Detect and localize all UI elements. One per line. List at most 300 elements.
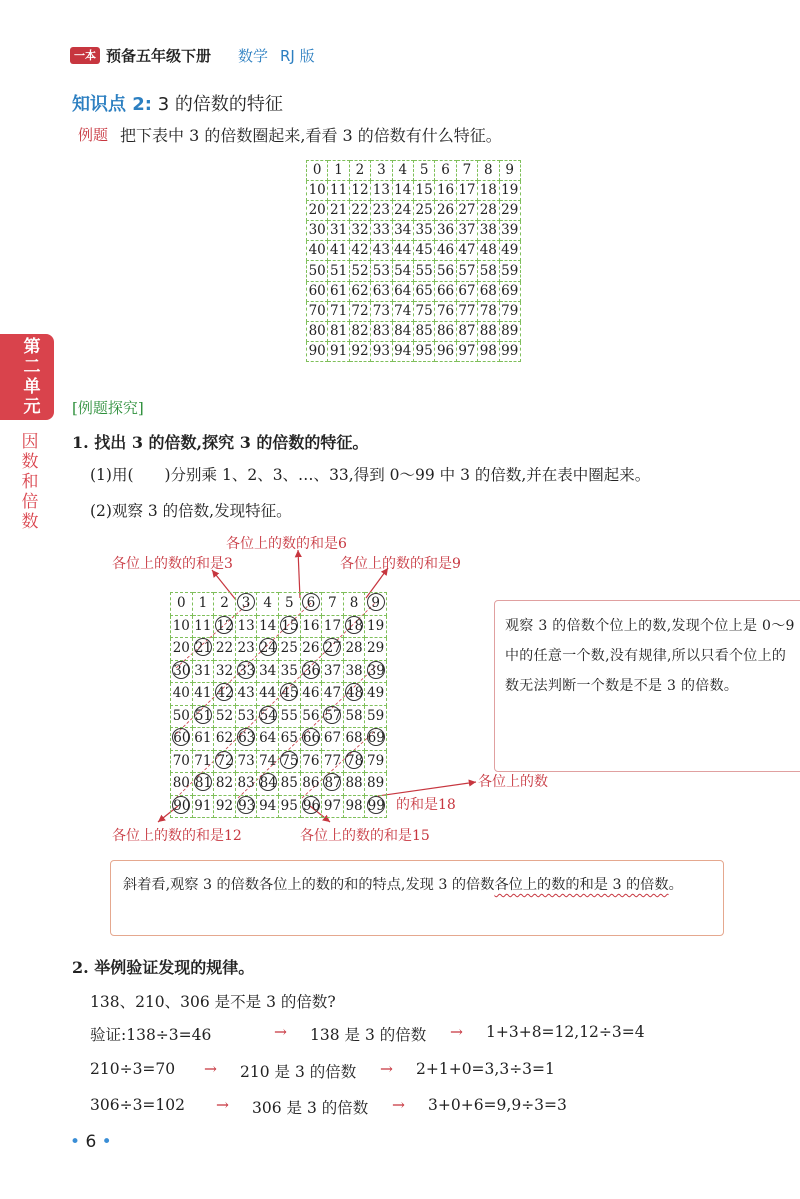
circled-number: 3 bbox=[237, 593, 255, 611]
unit-char: 第 bbox=[23, 337, 41, 357]
table-cell: 56 bbox=[300, 705, 322, 728]
topic-char: 数 bbox=[21, 452, 39, 472]
table-cell: 63 bbox=[371, 281, 392, 301]
right-arrow-icon: → bbox=[274, 1023, 287, 1041]
circled-number: 93 bbox=[238, 797, 256, 814]
table-cell: 82 bbox=[349, 321, 370, 341]
table-cell bbox=[365, 593, 387, 616]
table-cell: 5 bbox=[278, 593, 300, 616]
table-cell bbox=[257, 773, 279, 796]
table-cell: 86 bbox=[300, 773, 322, 796]
table-cell: 91 bbox=[192, 795, 214, 818]
table-cell: 83 bbox=[371, 321, 392, 341]
table-cell: 16 bbox=[300, 615, 322, 638]
page-number bbox=[70, 1132, 112, 1152]
table-cell: 0 bbox=[307, 161, 328, 181]
table-cell: 64 bbox=[392, 281, 413, 301]
table-row bbox=[171, 750, 387, 773]
table-cell: 35 bbox=[413, 221, 434, 241]
table-cell: 45 bbox=[413, 241, 434, 261]
circled-number: 69 bbox=[367, 730, 385, 747]
example-tag: 例题 bbox=[78, 126, 109, 144]
circled-number: 57 bbox=[324, 707, 342, 724]
table-cell: 62 bbox=[214, 728, 236, 751]
table-cell: 95 bbox=[413, 341, 434, 361]
table-cell bbox=[257, 705, 279, 728]
table-cell: 12 bbox=[349, 181, 370, 201]
table-cell: 24 bbox=[392, 201, 413, 221]
table-cell: 14 bbox=[392, 181, 413, 201]
table-cell: 83 bbox=[235, 773, 257, 796]
table-cell: 56 bbox=[435, 261, 456, 281]
table-cell: 97 bbox=[456, 341, 477, 361]
table-cell: 36 bbox=[435, 221, 456, 241]
table-cell: 13 bbox=[371, 181, 392, 201]
table-cell bbox=[192, 705, 214, 728]
table-cell: 1 bbox=[192, 593, 214, 616]
table-cell: 58 bbox=[478, 261, 499, 281]
table-cell: 10 bbox=[307, 181, 328, 201]
unit-char: 元 bbox=[23, 397, 41, 417]
table-cell: 34 bbox=[257, 660, 279, 683]
table-cell bbox=[322, 773, 344, 796]
circled-number: 63 bbox=[238, 730, 256, 747]
table-cell: 46 bbox=[435, 241, 456, 261]
table-cell: 76 bbox=[435, 301, 456, 321]
table-cell: 80 bbox=[307, 321, 328, 341]
table-cell: 14 bbox=[257, 615, 279, 638]
arrow-to-sum-18 bbox=[378, 782, 476, 796]
table-cell: 53 bbox=[235, 705, 257, 728]
annotation-sum-18-line2: 的和是18 bbox=[396, 797, 456, 813]
table-cell: 21 bbox=[328, 201, 349, 221]
table-cell: 91 bbox=[328, 341, 349, 361]
circled-number: 36 bbox=[302, 662, 321, 679]
table-cell: 50 bbox=[307, 261, 328, 281]
table-cell: 1 bbox=[328, 161, 349, 181]
summary-box bbox=[110, 860, 724, 936]
table-cell: 0 bbox=[171, 593, 193, 616]
table-cell: 89 bbox=[365, 773, 387, 796]
table-cell: 44 bbox=[392, 241, 413, 261]
table-cell: 6 bbox=[435, 161, 456, 181]
table-cell: 85 bbox=[413, 321, 434, 341]
table-cell: 28 bbox=[478, 201, 499, 221]
question-1-step-2: (2)观察 3 的倍数,发现特征。 bbox=[90, 502, 292, 520]
circled-number: 66 bbox=[302, 730, 321, 747]
circled-number: 87 bbox=[324, 775, 342, 792]
table-cell: 79 bbox=[499, 301, 520, 321]
subject-label: 数学 bbox=[238, 47, 269, 65]
table-cell: 94 bbox=[257, 795, 279, 818]
circled-number: 21 bbox=[194, 640, 213, 657]
table-cell: 25 bbox=[413, 201, 434, 221]
table-cell bbox=[192, 773, 214, 796]
table-row bbox=[171, 615, 387, 638]
table-cell: 65 bbox=[413, 281, 434, 301]
table-cell: 77 bbox=[456, 301, 477, 321]
topic-char: 和 bbox=[21, 472, 39, 492]
table-cell bbox=[365, 660, 387, 683]
table-cell: 67 bbox=[456, 281, 477, 301]
table-cell: 37 bbox=[322, 660, 344, 683]
table-cell: 32 bbox=[214, 660, 236, 683]
table-cell: 8 bbox=[478, 161, 499, 181]
table-cell: 61 bbox=[192, 728, 214, 751]
table-cell bbox=[300, 795, 322, 818]
table-cell: 62 bbox=[349, 281, 370, 301]
table-cell bbox=[171, 660, 193, 683]
annotation-sum-12: 各位上的数的和是12 bbox=[112, 828, 242, 844]
table-cell: 74 bbox=[257, 750, 279, 773]
table-cell: 33 bbox=[371, 221, 392, 241]
right-arrow-icon: → bbox=[204, 1060, 217, 1078]
table-cell: 64 bbox=[257, 728, 279, 751]
summary-end: 。 bbox=[668, 877, 683, 893]
table-cell: 26 bbox=[435, 201, 456, 221]
table-cell: 75 bbox=[413, 301, 434, 321]
question-1-title: 1. 找出 3 的倍数,探究 3 的倍数的特征。 bbox=[72, 433, 369, 452]
table-cell: 17 bbox=[322, 615, 344, 638]
table-row bbox=[171, 683, 387, 706]
table-cell: 69 bbox=[499, 281, 520, 301]
table-cell bbox=[235, 728, 257, 751]
table-cell bbox=[257, 638, 279, 661]
circled-number: 42 bbox=[216, 685, 234, 702]
table-cell: 52 bbox=[349, 261, 370, 281]
table-cell: 5 bbox=[413, 161, 434, 181]
verification-division: 306÷3=102 bbox=[90, 1096, 186, 1114]
table-cell: 58 bbox=[343, 705, 365, 728]
table-cell: 46 bbox=[300, 683, 322, 706]
table-cell bbox=[235, 593, 257, 616]
table-cell: 55 bbox=[278, 705, 300, 728]
unit-char: 单 bbox=[23, 377, 41, 397]
circled-number: 12 bbox=[216, 617, 234, 634]
table-cell: 23 bbox=[371, 201, 392, 221]
table-cell: 7 bbox=[322, 593, 344, 616]
circled-number: 27 bbox=[324, 640, 342, 657]
circled-number: 78 bbox=[346, 752, 364, 769]
table-cell: 67 bbox=[322, 728, 344, 751]
table-cell: 77 bbox=[322, 750, 344, 773]
table-cell: 4 bbox=[257, 593, 279, 616]
table-cell bbox=[322, 638, 344, 661]
table-cell: 79 bbox=[365, 750, 387, 773]
circled-number: 24 bbox=[259, 640, 277, 657]
table-cell: 41 bbox=[328, 241, 349, 261]
table-cell: 10 bbox=[171, 615, 193, 638]
right-arrow-icon: → bbox=[380, 1060, 393, 1078]
verification-digit-sum: 1+3+8=12,12÷3=4 bbox=[486, 1023, 645, 1041]
table-cell: 78 bbox=[478, 301, 499, 321]
version-label: RJ 版 bbox=[280, 47, 315, 65]
unit-char: 二 bbox=[23, 357, 41, 377]
summary-text: 斜着看,观察 3 的倍数各位上的数的和的特点,发现 3 的倍数 bbox=[123, 877, 495, 893]
circled-number: 60 bbox=[173, 730, 191, 747]
table-cell: 80 bbox=[171, 773, 193, 796]
table-cell bbox=[214, 750, 236, 773]
table-cell: 55 bbox=[413, 261, 434, 281]
circled-number: 39 bbox=[367, 662, 385, 679]
verification-division: 验证:138÷3=46 bbox=[90, 1026, 212, 1044]
table-cell: 47 bbox=[456, 241, 477, 261]
table-cell bbox=[278, 683, 300, 706]
table-cell bbox=[235, 660, 257, 683]
table-cell: 22 bbox=[349, 201, 370, 221]
table-cell: 97 bbox=[322, 795, 344, 818]
table-cell: 53 bbox=[371, 261, 392, 281]
table-row bbox=[171, 593, 387, 616]
right-arrow-icon: → bbox=[450, 1023, 463, 1041]
page-number-text: 6 bbox=[85, 1132, 97, 1152]
verification-conclusion: 138 是 3 的倍数 bbox=[310, 1026, 427, 1044]
question-2-prompt: 138、210、306 是不是 3 的倍数? bbox=[90, 993, 336, 1011]
table-cell: 89 bbox=[499, 321, 520, 341]
table-cell: 25 bbox=[278, 638, 300, 661]
circled-number: 96 bbox=[302, 797, 321, 814]
table-cell: 9 bbox=[499, 161, 520, 181]
table-cell bbox=[278, 750, 300, 773]
annotation-sum-3: 各位上的数的和是3 bbox=[112, 556, 233, 572]
table-cell: 40 bbox=[171, 683, 193, 706]
circled-number: 48 bbox=[346, 685, 364, 702]
table-cell: 73 bbox=[371, 301, 392, 321]
annotation-sum-9: 各位上的数的和是9 bbox=[340, 556, 461, 572]
table-cell: 8 bbox=[343, 593, 365, 616]
table-cell: 68 bbox=[343, 728, 365, 751]
table-cell: 52 bbox=[214, 705, 236, 728]
table-cell: 70 bbox=[307, 301, 328, 321]
table-cell: 42 bbox=[349, 241, 370, 261]
topic-char: 数 bbox=[21, 512, 39, 532]
table-cell: 94 bbox=[392, 341, 413, 361]
table-cell: 35 bbox=[278, 660, 300, 683]
table-cell bbox=[235, 795, 257, 818]
dot-right-icon: • bbox=[101, 1132, 112, 1152]
table-cell: 20 bbox=[171, 638, 193, 661]
table-cell: 47 bbox=[322, 683, 344, 706]
table-cell: 40 bbox=[307, 241, 328, 261]
table-cell: 44 bbox=[257, 683, 279, 706]
table-cell bbox=[365, 728, 387, 751]
table-cell: 16 bbox=[435, 181, 456, 201]
example-text: 把下表中 3 的倍数圈起来,看看 3 的倍数有什么特征。 bbox=[120, 126, 502, 145]
number-table-circled bbox=[170, 592, 387, 818]
verification-digit-sum: 2+1+0=3,3÷3=1 bbox=[416, 1060, 555, 1078]
verification-conclusion: 306 是 3 的倍数 bbox=[252, 1099, 369, 1117]
table-cell: 82 bbox=[214, 773, 236, 796]
annotation-sum-15: 各位上的数的和是15 bbox=[300, 828, 430, 844]
table-cell bbox=[343, 615, 365, 638]
table-cell: 17 bbox=[456, 181, 477, 201]
table-cell: 49 bbox=[365, 683, 387, 706]
table-cell: 32 bbox=[349, 221, 370, 241]
table-cell: 81 bbox=[328, 321, 349, 341]
table-cell: 71 bbox=[328, 301, 349, 321]
table-cell: 95 bbox=[278, 795, 300, 818]
circled-number: 15 bbox=[281, 617, 299, 634]
table-cell bbox=[300, 660, 322, 683]
table-cell: 4 bbox=[392, 161, 413, 181]
table-cell bbox=[300, 593, 322, 616]
table-cell: 19 bbox=[365, 615, 387, 638]
knowledge-point-label: 知识点 2: bbox=[72, 94, 152, 115]
table-cell: 99 bbox=[499, 341, 520, 361]
table-cell: 38 bbox=[478, 221, 499, 241]
topic-char: 倍 bbox=[21, 492, 39, 512]
table-cell: 61 bbox=[328, 281, 349, 301]
table-row bbox=[171, 660, 387, 683]
table-cell: 93 bbox=[371, 341, 392, 361]
table-cell bbox=[214, 683, 236, 706]
arrow-to-sum-6 bbox=[298, 550, 300, 598]
topic-char: 因 bbox=[21, 432, 39, 452]
table-cell: 7 bbox=[456, 161, 477, 181]
table-cell: 2 bbox=[349, 161, 370, 181]
table-cell: 54 bbox=[392, 261, 413, 281]
circled-number: 54 bbox=[259, 707, 277, 724]
table-cell bbox=[300, 728, 322, 751]
table-cell bbox=[278, 615, 300, 638]
table-cell: 92 bbox=[214, 795, 236, 818]
table-cell: 34 bbox=[392, 221, 413, 241]
table-cell: 72 bbox=[349, 301, 370, 321]
circled-number: 33 bbox=[238, 662, 256, 679]
dot-left-icon: • bbox=[70, 1132, 81, 1152]
table-cell: 29 bbox=[365, 638, 387, 661]
table-cell: 19 bbox=[499, 181, 520, 201]
table-cell bbox=[365, 795, 387, 818]
circled-number: 9 bbox=[367, 593, 385, 611]
annotation-sum-18-line1: 各位上的数 bbox=[478, 774, 548, 790]
table-cell: 23 bbox=[235, 638, 257, 661]
table-cell bbox=[171, 728, 193, 751]
table-cell: 39 bbox=[499, 221, 520, 241]
table-cell bbox=[214, 615, 236, 638]
table-cell: 31 bbox=[192, 660, 214, 683]
circled-number: 30 bbox=[173, 662, 191, 679]
table-cell: 85 bbox=[278, 773, 300, 796]
table-cell: 86 bbox=[435, 321, 456, 341]
table-cell: 96 bbox=[435, 341, 456, 361]
table-cell: 2 bbox=[214, 593, 236, 616]
circled-number: 81 bbox=[194, 775, 213, 792]
table-cell: 49 bbox=[499, 241, 520, 261]
table-cell: 76 bbox=[300, 750, 322, 773]
table-cell: 90 bbox=[307, 341, 328, 361]
table-cell: 11 bbox=[192, 615, 214, 638]
table-cell: 22 bbox=[214, 638, 236, 661]
table-cell bbox=[192, 638, 214, 661]
table-cell: 60 bbox=[307, 281, 328, 301]
table-cell: 51 bbox=[328, 261, 349, 281]
circled-number: 18 bbox=[346, 617, 364, 634]
table-cell: 38 bbox=[343, 660, 365, 683]
table-cell: 65 bbox=[278, 728, 300, 751]
right-arrow-icon: → bbox=[216, 1096, 229, 1114]
table-cell: 30 bbox=[307, 221, 328, 241]
observation-note: 观察 3 的倍数个位上的数,发现个位上是 0～9 中的任意一个数,没有规律,所以只看个位上的数无法判断一个数是不是 3 的倍数。 bbox=[494, 600, 800, 772]
table-cell: 59 bbox=[365, 705, 387, 728]
table-cell: 84 bbox=[392, 321, 413, 341]
annotation-sum-6: 各位上的数的和是6 bbox=[226, 536, 347, 552]
table-cell: 92 bbox=[349, 341, 370, 361]
explore-label: [例题探究] bbox=[72, 399, 144, 417]
publisher-logo: 一本 bbox=[70, 47, 100, 64]
table-cell: 87 bbox=[456, 321, 477, 341]
table-row bbox=[171, 728, 387, 751]
summary-highlight: 各位上的数的和是 3 的倍数 bbox=[494, 877, 669, 893]
table-cell: 98 bbox=[343, 795, 365, 818]
verification-digit-sum: 3+0+6=9,9÷3=3 bbox=[428, 1096, 567, 1114]
circled-number: 99 bbox=[367, 797, 385, 814]
table-cell: 74 bbox=[392, 301, 413, 321]
circled-number: 84 bbox=[259, 775, 277, 792]
table-cell: 37 bbox=[456, 221, 477, 241]
table-cell: 31 bbox=[328, 221, 349, 241]
table-cell: 59 bbox=[499, 261, 520, 281]
table-cell: 20 bbox=[307, 201, 328, 221]
table-cell: 27 bbox=[456, 201, 477, 221]
knowledge-point-title: 3 的倍数的特征 bbox=[157, 94, 283, 115]
question-2-title: 2. 举例验证发现的规律。 bbox=[72, 958, 255, 977]
question-1-step-1: (1)用( )分别乘 1、2、3、…、33,得到 0～99 中 3 的倍数,并在表中圈起来。 bbox=[90, 466, 651, 484]
table-cell: 71 bbox=[192, 750, 214, 773]
table-cell: 70 bbox=[171, 750, 193, 773]
right-arrow-icon: → bbox=[392, 1096, 405, 1114]
table-row bbox=[171, 705, 387, 728]
table-cell bbox=[343, 683, 365, 706]
table-cell: 66 bbox=[435, 281, 456, 301]
table-row bbox=[171, 638, 387, 661]
table-cell: 88 bbox=[478, 321, 499, 341]
circled-number: 45 bbox=[281, 685, 299, 702]
table-cell: 41 bbox=[192, 683, 214, 706]
table-cell bbox=[171, 795, 193, 818]
circled-number: 72 bbox=[216, 752, 234, 769]
table-cell: 29 bbox=[499, 201, 520, 221]
table-cell: 13 bbox=[235, 615, 257, 638]
table-cell bbox=[322, 705, 344, 728]
table-cell: 18 bbox=[478, 181, 499, 201]
table-cell: 15 bbox=[413, 181, 434, 201]
circled-number: 75 bbox=[281, 752, 299, 769]
table-cell: 28 bbox=[343, 638, 365, 661]
table-cell: 48 bbox=[478, 241, 499, 261]
table-cell: 11 bbox=[328, 181, 349, 201]
book-title: 预备五年级下册 bbox=[106, 47, 212, 65]
circled-number: 6 bbox=[302, 593, 320, 611]
table-cell bbox=[343, 750, 365, 773]
table-cell: 73 bbox=[235, 750, 257, 773]
table-row bbox=[171, 773, 387, 796]
table-cell: 3 bbox=[371, 161, 392, 181]
table-row bbox=[171, 795, 387, 818]
table-cell: 43 bbox=[235, 683, 257, 706]
verification-division: 210÷3=70 bbox=[90, 1060, 176, 1078]
circled-number: 90 bbox=[173, 797, 191, 814]
table-cell: 98 bbox=[478, 341, 499, 361]
table-cell: 43 bbox=[371, 241, 392, 261]
table-cell: 57 bbox=[456, 261, 477, 281]
table-cell: 50 bbox=[171, 705, 193, 728]
table-cell: 26 bbox=[300, 638, 322, 661]
circled-number: 51 bbox=[194, 707, 213, 724]
table-cell: 88 bbox=[343, 773, 365, 796]
table-cell: 68 bbox=[478, 281, 499, 301]
verification-conclusion: 210 是 3 的倍数 bbox=[240, 1063, 357, 1081]
